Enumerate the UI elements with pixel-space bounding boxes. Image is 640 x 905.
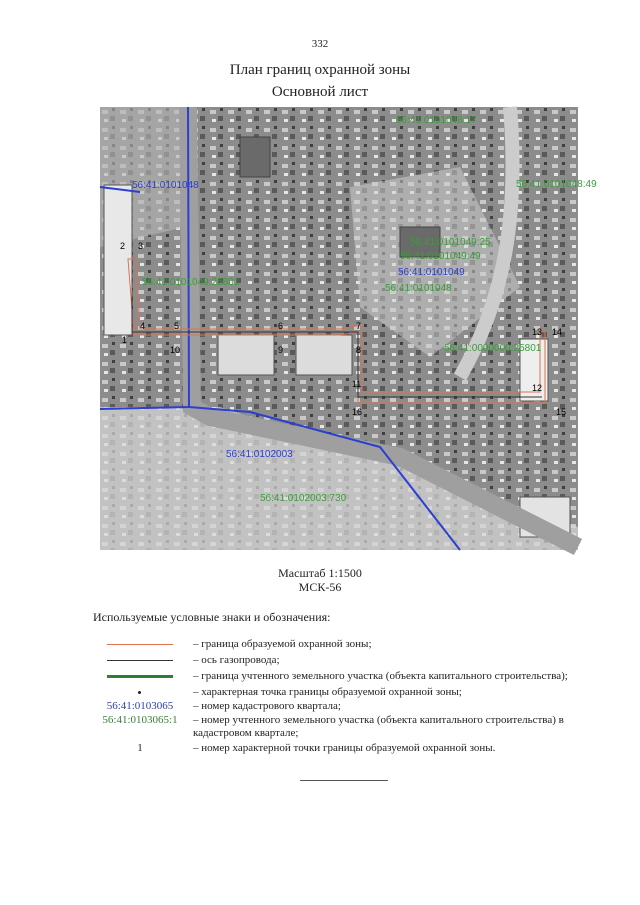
point-number-symbol: 1 <box>137 742 143 754</box>
page-number: 332 <box>311 38 329 50</box>
point-label: 13 <box>532 327 543 337</box>
point-symbol <box>138 691 141 694</box>
point-label: 5 <box>174 321 180 331</box>
parcel-label: 56:41:0101048:49 <box>516 179 597 190</box>
legend-title: Используемые условные знаки и обозначения: <box>93 610 331 624</box>
parcel-label: 56:41:0000000:25801 <box>444 343 542 354</box>
point-label: 1 <box>122 335 128 345</box>
scale-text: Масштаб 1:1500 <box>278 566 362 580</box>
parcel-label: 56:41:0101048:17 <box>396 115 477 126</box>
aerial-map[interactable] <box>100 107 597 550</box>
legend-text: – номер характерной точки границы образуемой охранной зоны. <box>193 742 496 754</box>
parcel-label: 56:41:0101049:25801 <box>142 277 240 288</box>
footer-divider <box>300 780 388 781</box>
legend-text: – характерная точка границы образуемой охранной зоны; <box>193 686 462 698</box>
quarter-label: 56:41:0102003 <box>226 449 293 460</box>
building <box>218 335 274 375</box>
point-label: 9 <box>278 345 284 355</box>
point-label: 8 <box>356 345 362 355</box>
quarter-label: 56:41:0101048 <box>132 180 199 191</box>
page-subtitle: Основной лист <box>271 84 369 100</box>
parcel-label: 56:41:0102003:730 <box>260 493 347 504</box>
point-label: 15 <box>556 407 567 417</box>
parcel-label: 56:41:0101049:49 <box>400 251 481 262</box>
scale-block <box>0 566 640 594</box>
legend-text: – номер учтенного земельного участка (объекта капитального строительства) в кадастровом квартале; <box>193 714 564 739</box>
quarter-label: 56:41:0101049 <box>398 267 465 278</box>
point-label: 10 <box>170 345 181 355</box>
point-label: 12 <box>532 383 543 393</box>
legend-text: – ось газопровода; <box>193 654 280 666</box>
point-label: 2 <box>120 241 126 251</box>
legend-text: – номер кадастрового квартала; <box>193 700 341 712</box>
zone-boundary-symbol <box>107 644 173 645</box>
point-label: 11 <box>352 379 362 389</box>
parcel-label: 56:41:0101049:25 <box>410 237 491 248</box>
point-label: 4 <box>140 321 146 331</box>
coordinate-system: МСК-56 <box>298 580 342 594</box>
point-label: 16 <box>352 407 363 417</box>
quarter-code-symbol: 56:41:0103065 <box>106 700 174 712</box>
page-title: План границ охранной зоны <box>229 62 411 78</box>
map-drawing <box>100 107 578 550</box>
parcel-code-symbol: 56:41:0103065:1 <box>102 714 178 726</box>
point-label: 3 <box>138 241 144 251</box>
building <box>296 335 352 375</box>
pipeline-axis-symbol <box>107 660 173 661</box>
legend-text: – граница учтенного земельного участка (объекта капитального строительства); <box>193 670 568 682</box>
parcel-boundary-symbol <box>107 675 173 678</box>
point-label: 7 <box>356 321 362 331</box>
point-label: 6 <box>278 321 284 331</box>
building <box>240 137 270 177</box>
legend-text: – граница образуемой охранной зоны; <box>193 638 372 650</box>
parcel-label: 56:41:0101048 <box>385 283 452 294</box>
point-label: 14 <box>552 327 563 337</box>
